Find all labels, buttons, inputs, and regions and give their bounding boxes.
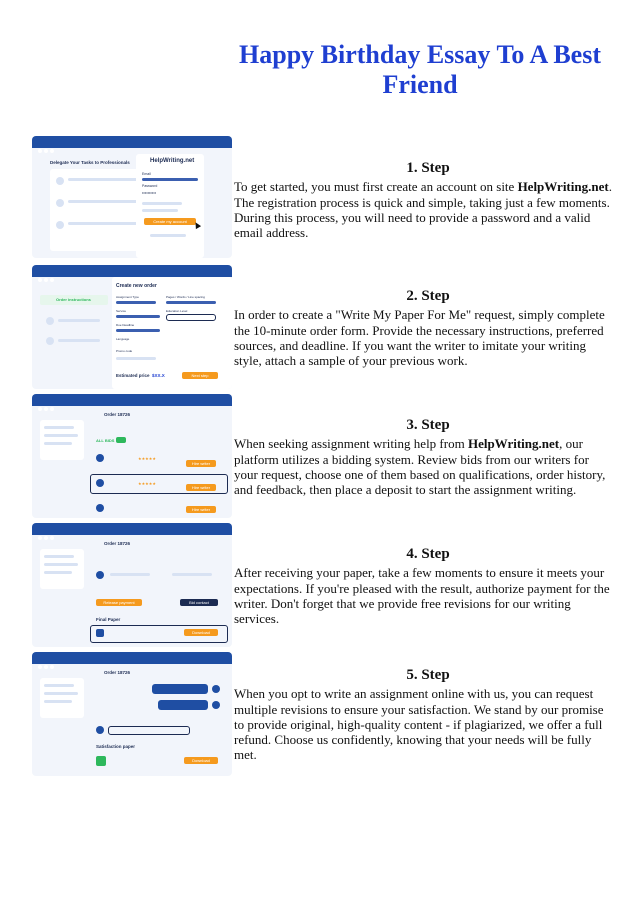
download-button[interactable]: Download	[184, 757, 218, 764]
hire-writer-button[interactable]: Hire writer	[186, 460, 216, 467]
step-body: After receiving your paper, take a few moments to ensure it meets your expectations. If you're pleased with the result, authorize payment for the writer. Don't forget that we provide free revisions for our writing services.	[234, 565, 610, 627]
create-account-button[interactable]: Create my account	[144, 218, 196, 225]
file-icon	[96, 629, 104, 637]
sidebar-panel	[40, 420, 84, 460]
rating-stars: ★★★★★	[138, 456, 156, 461]
window-dots	[38, 269, 56, 287]
writer-avatar	[212, 685, 220, 693]
window-dots	[38, 398, 56, 416]
email-field[interactable]	[142, 178, 198, 181]
estimated-price-label: Estimated price	[116, 373, 150, 378]
window-titlebar	[32, 523, 232, 535]
step-heading: 5. Step	[406, 667, 450, 683]
screenshot-bids	[32, 394, 232, 518]
satisfaction-label: Satisfaction paper	[96, 744, 136, 749]
writer-avatar	[96, 454, 104, 462]
cursor-icon	[193, 221, 201, 229]
step-heading: 4. Step	[406, 546, 450, 562]
bid-contact-button[interactable]: Bid contact	[180, 599, 218, 606]
file-icon	[96, 756, 106, 766]
education-level-select[interactable]	[166, 314, 216, 321]
sidebar-panel	[40, 678, 84, 718]
order-number: Order 18726	[104, 670, 131, 675]
hire-writer-button[interactable]: Hire writer	[186, 506, 216, 513]
order-number: Order 18726	[104, 412, 131, 417]
hire-writer-button[interactable]: Hire writer	[186, 484, 216, 491]
step-body: In order to create a "Write My Paper For Me" request, simply complete the 10-minute order form. Provide the necessary instructions, preferred sources, and deadline. If you want the writer to imitate your writing style, attach a sample of your previous work.	[234, 307, 605, 369]
window-titlebar	[32, 652, 232, 664]
order-number: Order 18726	[104, 541, 131, 546]
signup-panel	[136, 154, 204, 258]
writer-avatar	[96, 504, 104, 512]
step-heading: 3. Step	[406, 417, 450, 433]
step-heading: 2. Step	[406, 288, 450, 304]
next-step-button[interactable]: Next step	[182, 372, 218, 379]
screenshot-release-payment	[32, 523, 232, 647]
writer-avatar	[212, 701, 220, 709]
writer-avatar	[96, 479, 104, 487]
step-1	[234, 161, 614, 240]
window-dots	[38, 527, 56, 545]
step-4	[234, 547, 614, 626]
window-titlebar	[32, 136, 232, 148]
order-form-panel: Create new order Assignment Type Pages / Words / Line spacing Service Education Level Due Deadline Language Promo code Estimated price $XX.X Next step	[112, 277, 232, 389]
writer-avatar	[96, 571, 104, 579]
step-body: To get started, you must first create an account on site HelpWriting.net. The registration process is quick and simple, taking just a few moments. During this process, you will need to provide a password and a valid email address.	[234, 179, 612, 241]
step-3	[234, 418, 614, 497]
step-body: When seeking assignment writing help from HelpWriting.net, our platform utilizes a bidding system. Review bids from our writers for your request, choose one of them based on qualifications, order history, and feedback, then place a deposit to start the assignment writing.	[234, 436, 606, 498]
message-input[interactable]	[108, 726, 190, 735]
final-paper-label: Final Paper	[96, 617, 121, 622]
release-payment-button[interactable]: Release payment	[96, 599, 142, 606]
user-avatar	[96, 726, 104, 734]
chat-bubble	[152, 684, 208, 694]
password-field[interactable]: ••••••••••	[142, 190, 157, 195]
page-title: Happy Birthday Essay To A Best Friend	[239, 40, 601, 99]
password-label: Password	[142, 184, 158, 188]
screenshot-create-account	[32, 136, 232, 258]
window-titlebar	[32, 265, 232, 277]
brand-logo: HelpWriting.net	[150, 158, 195, 164]
step-2	[234, 289, 614, 368]
step-pill-label: Order instructions	[56, 297, 91, 302]
window-titlebar	[32, 394, 232, 406]
sidebar-panel	[40, 549, 84, 589]
email-label: Email	[142, 172, 151, 176]
all-bids-label: ALL BIDS	[96, 438, 115, 443]
step-5	[234, 668, 614, 763]
screenshot-order-form	[32, 265, 232, 389]
card-heading: Delegate Your Tasks to Professionals	[50, 160, 130, 165]
brand-link: HelpWriting.net	[467, 436, 560, 452]
estimated-price-value: $XX.X	[152, 373, 165, 378]
download-button[interactable]: Download	[184, 629, 218, 636]
form-heading: Create new order	[116, 283, 157, 289]
brand-link: HelpWriting.net	[517, 179, 609, 195]
step-body: When you opt to write an assignment online with us, you can request multiple revisions to ensure your satisfaction. We stand by our promise to provide original, high-quality content - if plagiarized, we offer a full refund. Choose us confidently, knowing that your needs will be fully met.	[234, 686, 604, 763]
window-dots	[38, 656, 56, 674]
screenshot-revisions	[32, 652, 232, 776]
window-dots	[38, 140, 56, 158]
rating-stars: ★★★★★	[138, 481, 156, 486]
step-heading: 1. Step	[406, 160, 450, 176]
chat-bubble	[158, 700, 208, 710]
